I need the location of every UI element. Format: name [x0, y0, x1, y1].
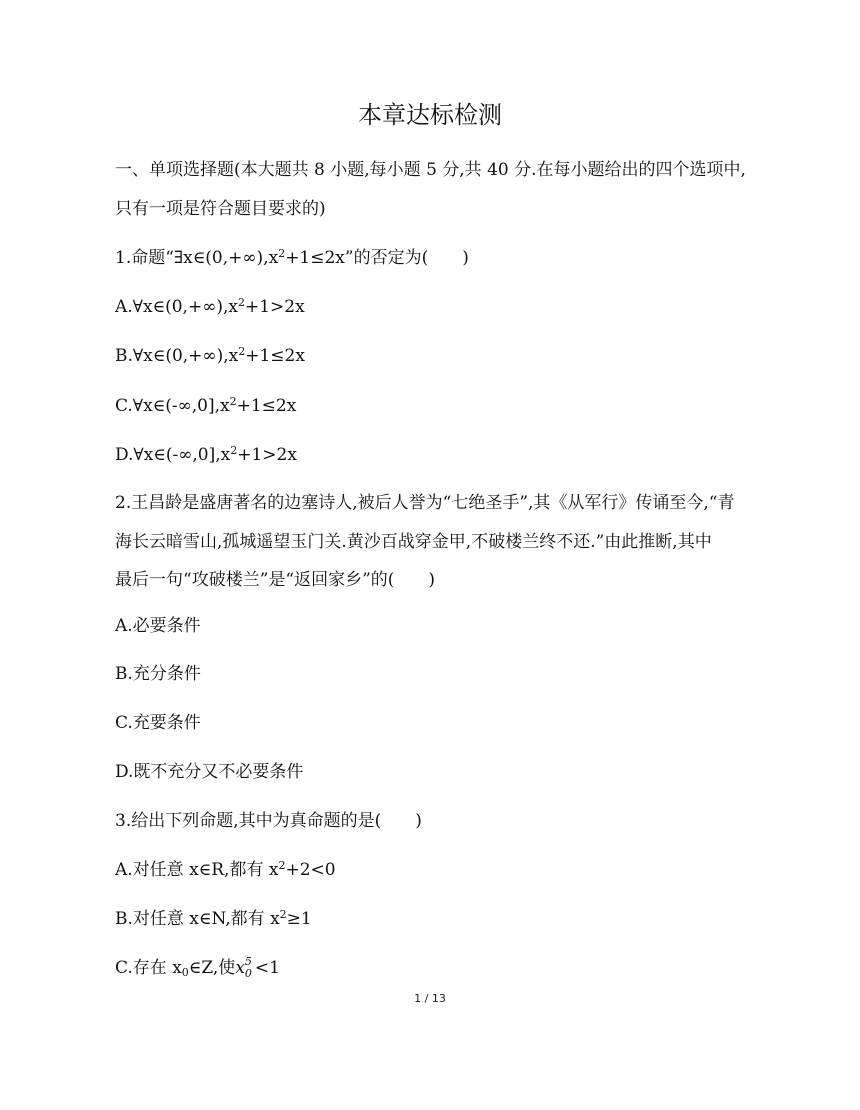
question-2-line-2: 海长云暗雪山,孤城遥望玉门关.黄沙百战穿金甲,不破楼兰终不还.”由此推断,其中	[115, 532, 712, 552]
question-2-line-1: 2.王昌龄是盛唐著名的边塞诗人,被后人誉为“七绝圣手”,其《从军行》传诵至今,“青	[115, 493, 735, 513]
section-heading-line-1: 一、单项选择题(本大题共 8 小题,每小题 5 分,共 40 分.在每小题给出的四个选项中,	[115, 160, 746, 180]
question-3-option-b: B.对任意 x∈N,都有 $x^2\ge 1$	[115, 908, 312, 929]
question-2-option-b: B.充分条件	[115, 664, 201, 684]
question-1-option-b: $B.\forall x\in(0,+\infty),x^2+1\le 2x$	[115, 345, 305, 366]
question-1-stem: 1.命题“$\exists x\in(0,+\infty),x^2+1\le 2x$”的否定为( )	[115, 247, 469, 268]
question-2-option-d: D.既不充分又不必要条件	[115, 762, 304, 782]
page-title: 本章达标检测	[358, 101, 502, 129]
question-1-option-d: $D.\forall x\in(-\infty,0],x^2+1>2x$	[115, 444, 297, 465]
question-2-line-3: 最后一句“攻破楼兰”是“返回家乡”的( )	[115, 570, 436, 590]
question-3-option-c: C.存在 $x_0\in Z$,使x 5 0 <1	[115, 955, 280, 980]
question-3-stem: 3.给出下列命题,其中为真命题的是( )	[115, 811, 422, 831]
question-1-option-c: $C.\forall x\in(-\infty,0],x^2+1\le 2x$	[115, 395, 297, 416]
question-2-option-c: C.充要条件	[115, 713, 201, 733]
question-3-option-a: A.对任意 x∈R,都有 $x^2+2<0$	[115, 859, 336, 880]
section-heading-line-2: 只有一项是符合题目要求的)	[115, 199, 326, 219]
question-2-option-a: A.必要条件	[115, 616, 201, 636]
question-1-option-a: $A.\forall x\in(0,+\infty),x^2+1>2x$	[115, 296, 305, 317]
page-number: 1 / 13	[414, 992, 446, 1005]
